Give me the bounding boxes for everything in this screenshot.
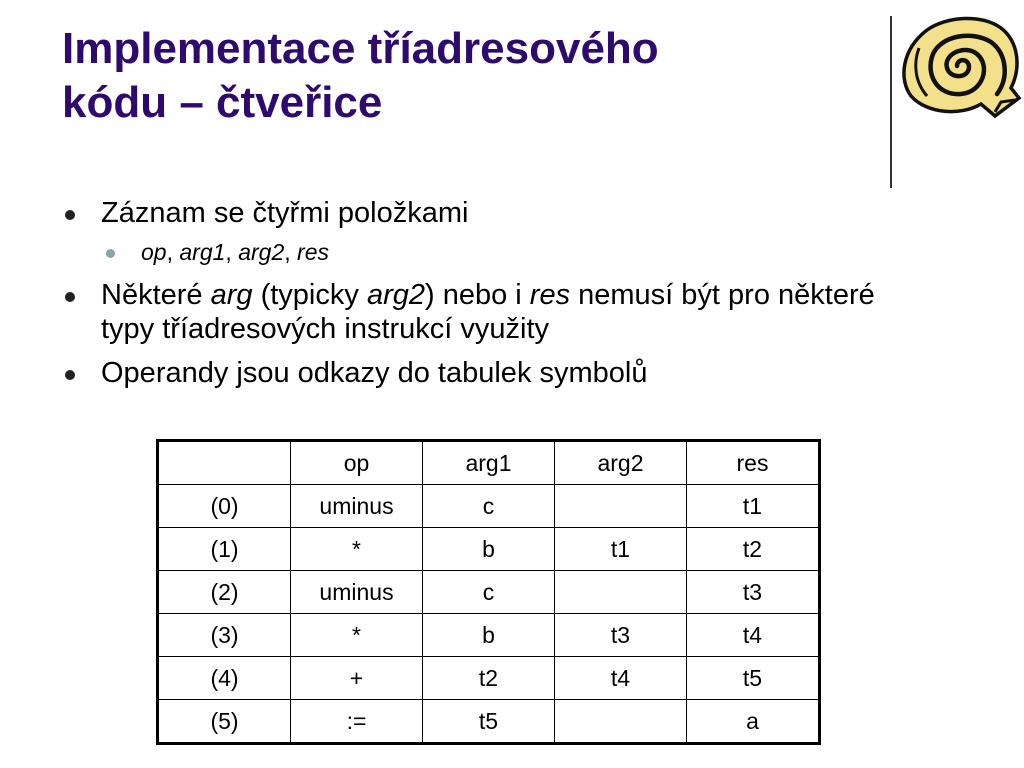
table-row (158, 528, 820, 571)
table-cell: + (291, 657, 423, 700)
bullet-1-text: Záznam se čtyřmi položkami (101, 197, 469, 229)
table-cell (555, 485, 687, 528)
table-cell: t5 (687, 657, 820, 700)
table-row (158, 700, 820, 744)
title-line-2: kódu – čtveřice (62, 78, 383, 127)
table-cell: t2 (423, 657, 555, 700)
bullet-2-text-d: nemusí být pro některé typy tříadresových instrukcí využity (101, 279, 875, 345)
table-cell: c (423, 485, 555, 528)
bullet-2-res: res (529, 279, 571, 311)
bullet-2-text-b: (typicky (252, 279, 367, 311)
table-cell: uminus (291, 485, 423, 528)
table-cell: t3 (687, 571, 820, 614)
table-cell: * (291, 528, 423, 571)
separator: , (166, 239, 180, 265)
table-row (158, 614, 820, 657)
table-cell (555, 571, 687, 614)
table-cell: b (423, 528, 555, 571)
table-cell: * (291, 614, 423, 657)
bullet-2-arg2: arg2 (366, 279, 425, 311)
table-header-cell: op (291, 441, 423, 485)
table-cell: uminus (291, 571, 423, 614)
table-header-cell (158, 441, 291, 485)
table-cell: b (423, 614, 555, 657)
bullet-optional-args (62, 278, 902, 346)
table-cell: c (423, 571, 555, 614)
table-cell: t4 (687, 614, 820, 657)
table-cell: := (291, 700, 423, 744)
table-cell: t2 (687, 528, 820, 571)
table-cell: (2) (158, 571, 291, 614)
table-cell: (4) (158, 657, 291, 700)
table-row (158, 657, 820, 700)
table-row (158, 485, 820, 528)
bullet-2-text-c: ) nebo i (424, 279, 530, 311)
table-cell: t1 (555, 528, 687, 571)
title-line-1: Implementace tříadresového (62, 24, 659, 73)
table-header-cell: arg2 (555, 441, 687, 485)
slide-title (62, 22, 862, 130)
bullet-record-fields (62, 196, 902, 266)
table-cell: (0) (158, 485, 291, 528)
field-arg2: arg2 (238, 239, 285, 265)
sub-bullet-fields (101, 238, 902, 266)
sub-bullet-list (101, 238, 902, 266)
separator: , (225, 239, 239, 265)
table-cell: t1 (687, 485, 820, 528)
table-cell: (3) (158, 614, 291, 657)
table-header-cell: res (687, 441, 820, 485)
table-cell (555, 700, 687, 744)
field-arg1: arg1 (179, 239, 226, 265)
bullet-3-text: Operandy jsou odkazy do tabulek symbolů (101, 357, 648, 389)
bullet-list (62, 196, 902, 400)
vertical-divider (890, 16, 892, 188)
table-cell: (1) (158, 528, 291, 571)
table-cell: (5) (158, 700, 291, 744)
table-header-cell: arg1 (423, 441, 555, 485)
quadruples-table (156, 439, 821, 745)
table-cell: a (687, 700, 820, 744)
field-op: op (141, 239, 167, 265)
table-cell: t4 (555, 657, 687, 700)
bullet-operands (62, 356, 902, 390)
parchment-scroll-icon (897, 12, 1023, 122)
bullet-2-text-a: Některé (101, 279, 211, 311)
bullet-2-arg: arg (210, 279, 253, 311)
table-cell: t3 (555, 614, 687, 657)
table-row (158, 571, 820, 614)
field-res: res (297, 239, 329, 265)
table-cell: t5 (423, 700, 555, 744)
separator: , (284, 239, 298, 265)
table-header-row (158, 441, 820, 485)
